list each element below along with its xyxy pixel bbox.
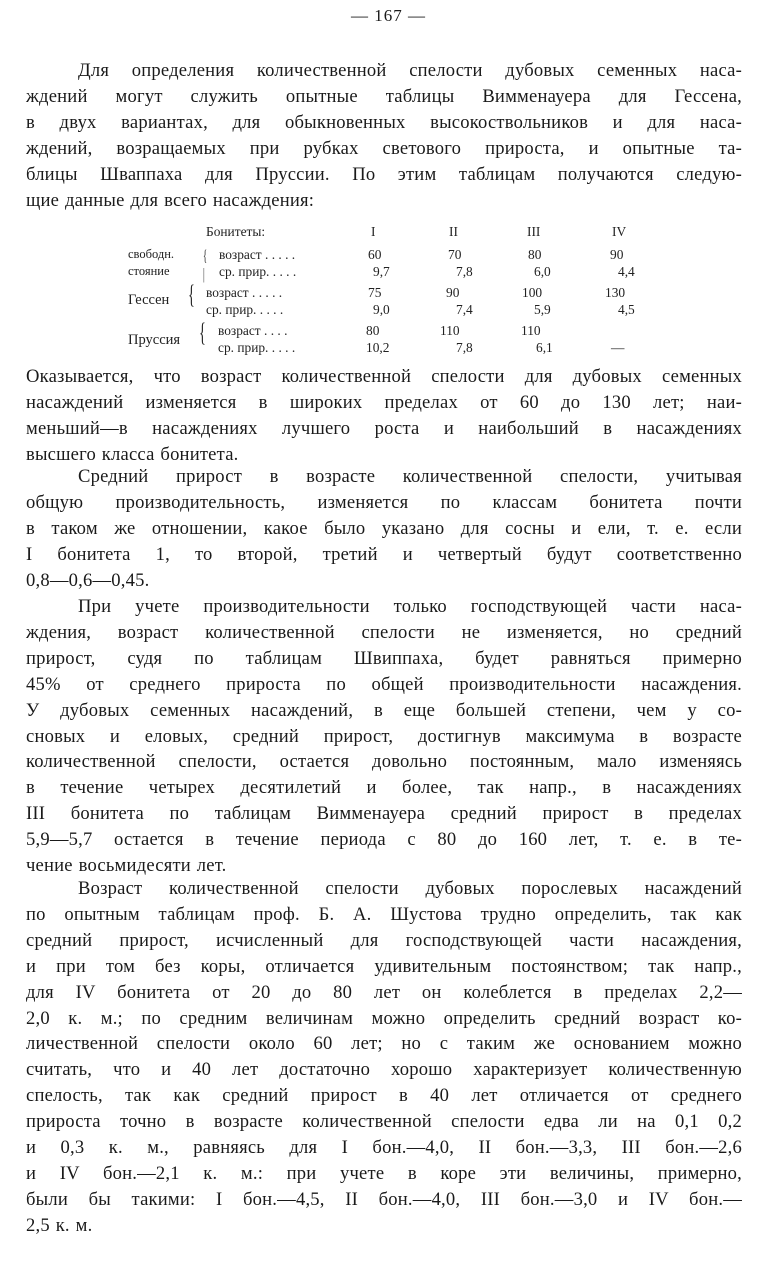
table-cell: 80 — [366, 323, 380, 338]
text-line: общую производительность, изменяется по классам бонитета почти — [26, 491, 742, 513]
text-line: Возраст количественной спелости дубовых порослевых насаждений — [78, 878, 742, 899]
row-label: возраст . . . . . — [206, 285, 283, 300]
text-line: 2,0 к. м.; по средним величинам можно определить средний возраст ко- — [26, 1007, 742, 1029]
page-number: — 167 — — [351, 6, 426, 25]
text-line: ждения, возраст количественной спелости не изменяется, но средний — [26, 621, 742, 643]
column-header: IV — [612, 224, 627, 239]
group-name: Гессен — [128, 292, 170, 308]
column-header: II — [449, 224, 458, 239]
text-line: считать, что и 40 лет достаточно хорошо характеризует количественную — [26, 1059, 742, 1081]
text-line: У дубовых семенных насаждений, в еще большей степени, чем у со- — [26, 699, 742, 721]
column-header: III — [527, 224, 541, 239]
text-line: в течение четырех десятилетий и более, так напр., в насаждениях — [26, 777, 742, 799]
text-line: и при том без коры, отличается удивительным постоянством; так напр., — [26, 955, 742, 977]
bonitet-table — [0, 0, 777, 360]
text-line: были бы такими: I бон.—4,5, II бон.—4,0, III бон.—3,0 и IV бон.— — [26, 1188, 742, 1210]
text-line: I бонитета 1, то второй, третий и четвертый будут соответственно — [26, 543, 742, 565]
text-line: в таком же отношении, какое было указано для сосны и ели, т. е. если — [26, 517, 742, 539]
brace-glyph: { — [188, 280, 195, 309]
text-line: меньший—в насаждениях лучшего роста и наибольший в насаждениях — [26, 417, 742, 439]
text-line: Средний прирост в возрасте количественной спелости, учитывая — [78, 466, 742, 487]
row-label: возраст . . . . . — [219, 247, 296, 262]
text-line: 2,5 к. м. — [26, 1214, 93, 1236]
text-line: сновых и еловых, средний прирост, достигнув максимума в возрасте — [26, 725, 742, 747]
text-line: спелость, так как средний прирост в 40 лет отличается от среднего — [26, 1085, 742, 1107]
text-line: по опытным таблицам проф. Б. А. Шустова трудно определить, так как — [26, 903, 742, 925]
table-cell: 100 — [522, 285, 543, 300]
text-line: чение восьмидесяти лет. — [26, 855, 227, 877]
group-name: Пруссия — [128, 332, 181, 348]
table-cell: 6,0 — [534, 264, 551, 279]
text-line: Для определения количественной спелости дубовых семенных наса- — [78, 60, 742, 81]
table-cell: 130 — [605, 285, 626, 300]
table-cell: 7,8 — [456, 264, 473, 279]
text-line: Оказывается, что возраст количественной спелости для дубовых семенных — [26, 366, 742, 387]
text-line: насаждений изменяется в широких пределах от 60 до 130 лет; наи- — [26, 391, 742, 413]
text-line: щие данные для всего насаждения: — [26, 189, 315, 211]
paragraph-5 — [26, 876, 742, 1239]
paragraph-2 — [26, 364, 742, 468]
brace-glyph: { — [199, 318, 206, 347]
text-line: блицы Шваппаха для Пруссии. По этим таблицам получаются следую- — [26, 163, 742, 185]
paragraph-4 — [26, 594, 742, 879]
table-cell: 80 — [528, 247, 542, 262]
paragraph-3 — [26, 464, 742, 594]
text-line: средний прирост, исчисленный для господствующей части насаждения, — [26, 929, 742, 951]
table-cell: 6,1 — [536, 340, 553, 355]
group-name: стояние — [128, 264, 170, 278]
text-line: и IV бон.—2,1 к. м.: при учете в коре эти величины, примерно, — [26, 1162, 742, 1184]
table-cell: 110 — [440, 323, 460, 338]
text-line: высшего класса бонитета. — [26, 443, 239, 465]
text-line: для IV бонитета от 20 до 80 лет он колеблется в пределах 2,2— — [26, 981, 742, 1003]
row-label: ср. прир. . . . . — [219, 264, 297, 279]
text-line: ждений могут служить опытные таблицы Вимменауера для Гессена, — [26, 85, 742, 107]
text-line: количественной спелости, остается довольно постоянным, мало изменяясь — [26, 751, 742, 773]
group-name: свободн. — [128, 247, 175, 261]
text-line: 45% от среднего прироста по общей производительности насаждения. — [26, 673, 742, 695]
table-cell: 90 — [610, 247, 624, 262]
text-line: в двух вариантах, для обыкновенных высокоствольников и для наса- — [26, 111, 742, 133]
table-cell: 60 — [368, 247, 382, 262]
table-cell: 10,2 — [366, 340, 390, 355]
text-line: ждений, возращаемых при рубках светового прироста, и опытные та- — [26, 137, 742, 159]
text-line: 0,8—0,6—0,45. — [26, 569, 150, 591]
text-line: прироста точно в возрасте количественной спелости едва ли на 0,1 0,2 — [26, 1111, 742, 1133]
text-line: прирост, судя по таблицам Швиппаха, будет равняться примерно — [26, 647, 742, 669]
table-cell: 9,0 — [373, 302, 390, 317]
table-cell: 7,8 — [456, 340, 473, 355]
text-line: личественной спелости около 60 лет; но с таким же основанием можно — [26, 1033, 742, 1055]
table-cell: 9,7 — [373, 264, 390, 279]
brace-glyph: { — [203, 248, 208, 265]
table-cell: 5,9 — [534, 302, 551, 317]
row-label: ср. прир. . . . . — [218, 340, 296, 355]
text-line: и 0,3 к. м., равняясь для I бон.—4,0, II бон.—3,3, III бон.—2,6 — [26, 1137, 742, 1159]
text-line: III бонитета по таблицам Вимменауера средний прирост в пределах — [26, 803, 742, 825]
table-cell: 4,5 — [618, 302, 635, 317]
table-cell: — — [611, 340, 625, 355]
text-line: 5,9—5,7 остается в течение периода с 80 до 160 лет, т. е. в те- — [26, 829, 742, 851]
table-cell: 70 — [448, 247, 462, 262]
row-label: возраст . . . . — [218, 323, 288, 338]
column-header: I — [371, 224, 376, 239]
table-cell: 110 — [521, 323, 541, 338]
brace-glyph: | — [203, 266, 205, 283]
row-label: ср. прир. . . . . — [206, 302, 284, 317]
table-cell: 4,4 — [618, 264, 635, 279]
table-header-label: Бонитеты: — [206, 224, 266, 239]
table-cell: 75 — [368, 285, 382, 300]
table-cell: 90 — [446, 285, 460, 300]
table-cell: 7,4 — [456, 302, 473, 317]
text-line: При учете производительности только господствующей части наса- — [78, 596, 742, 617]
